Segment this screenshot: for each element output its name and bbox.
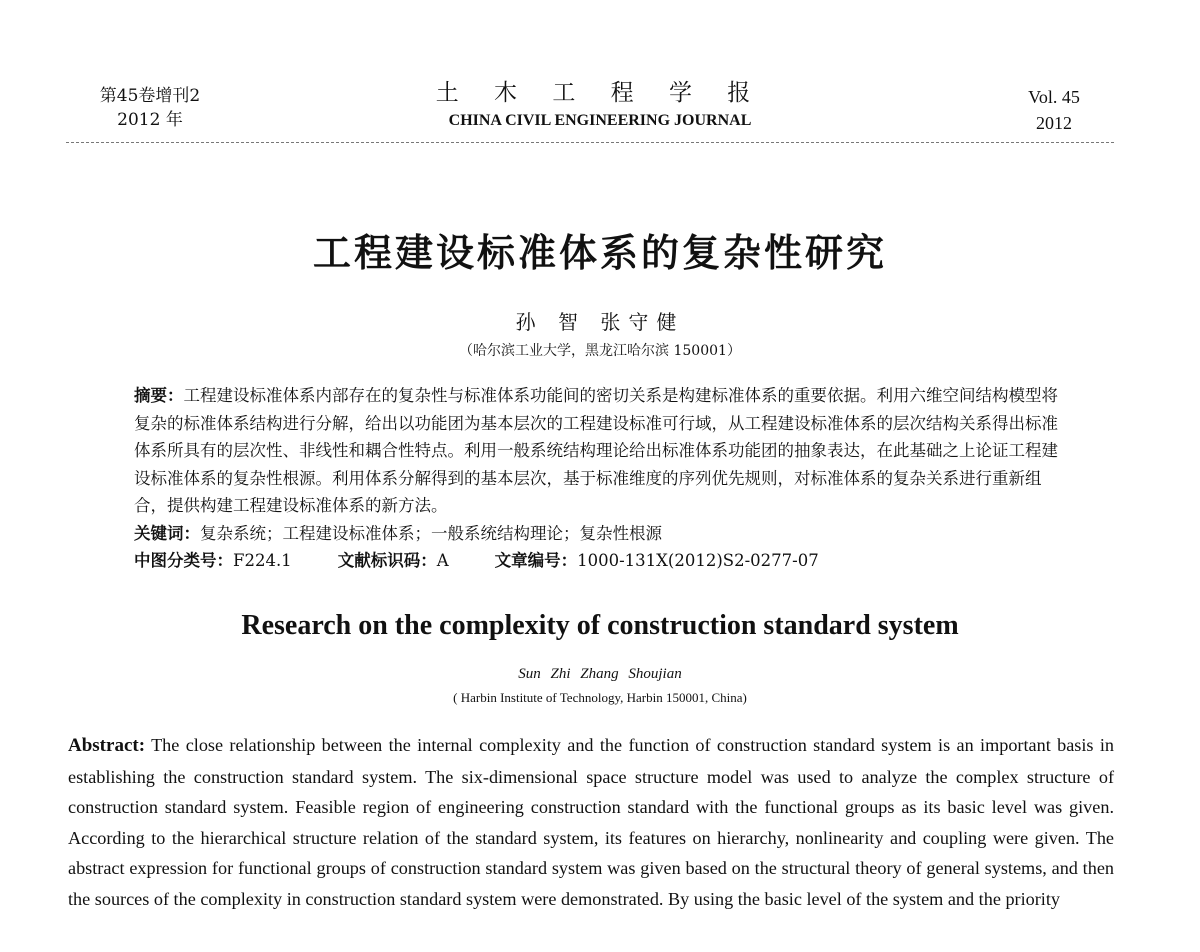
volume-en: Vol. 45 bbox=[1028, 87, 1080, 107]
doc-label: 文献标识码： bbox=[337, 551, 437, 570]
affiliation-cn: （哈尔滨工业大学，黑龙江哈尔滨 150001） bbox=[459, 343, 741, 359]
keywords-cn-label: 关键词： bbox=[134, 523, 200, 543]
abstract-en-text: The close relationship between the internal complexity and the function of construction standard system is an important basis in establishing the construction standard system. The six-dimensional space structure model was used to analyze the complex structure of construction standard system. Feasible region of engineering construction standard with the functional groups as its basic level was given. According to the hierarchical structure relation of the standard system, its features on hierarchy, nonlinearity and coupling were given. The abstract expression for functional groups of construction standard system was given based on the structural theory of general systems, and then the sources of the complexity in construction standard system were demonstrated. By using the basic level of the system and the priority bbox=[68, 735, 1114, 909]
header-volume-info-en bbox=[1014, 84, 1094, 136]
paper-title-cn: 工程建设标准体系的复杂性研究 bbox=[312, 231, 887, 275]
clc-value: F224.1 bbox=[233, 551, 292, 570]
doc-value: A bbox=[436, 551, 449, 570]
header-divider bbox=[66, 142, 1114, 143]
journal-name-cn: 土 木 工 程 学 报 bbox=[435, 80, 765, 106]
authors-en: Sun Zhi Zhang Shoujian bbox=[518, 666, 682, 682]
article-number bbox=[495, 547, 819, 575]
abstract-cn-label: 摘要： bbox=[134, 386, 184, 405]
abstract-cn-text: 工程建设标准体系内部存在的复杂性与标准体系功能间的密切关系是构建标准体系的重要依据。利用六维空间结构模型将复杂的标准体系结构进行分解，给出以功能团为基本层次的工程建设标准可行域，从工程建设标准体系的层次结构关系得出标准体系所具有的层次性、非线性和耦合性特点。利用一般系统结构理论给出标准体系功能团的抽象表达，在此基础之上论证工程建设标准体系的复杂性根源。利用体系分解得到的基本层次，基于标准维度的序列优先规则，对标准体系的复杂关系进行重新组合，提供构建工程建设标准体系的新方法。 bbox=[134, 386, 1058, 515]
authors-cn: 孙 智 张守健 bbox=[515, 310, 685, 334]
journal-name-en: CHINA CIVIL ENGINEERING JOURNAL bbox=[448, 112, 752, 129]
year-en: 2012 bbox=[1036, 113, 1072, 133]
article-value: 1000-131X(2012)S2-0277-07 bbox=[577, 551, 819, 570]
article-label: 文章编号： bbox=[494, 551, 578, 570]
paper-title-en: Research on the complexity of construction standard system bbox=[241, 610, 959, 641]
classification-row bbox=[134, 547, 1064, 575]
volume-cn: 第45卷增刊2 bbox=[99, 86, 201, 106]
journal-masthead bbox=[350, 78, 850, 132]
doc-code bbox=[338, 547, 449, 575]
abstract-cn bbox=[134, 382, 1064, 520]
abstract-en-label: Abstract: bbox=[68, 735, 146, 756]
clc-code bbox=[134, 547, 292, 575]
clc-label: 中图分类号： bbox=[134, 551, 233, 570]
abstract-cn-block bbox=[134, 382, 1064, 575]
affiliation-en: ( Harbin Institute of Technology, Harbin 150001, China) bbox=[453, 690, 747, 705]
keywords-cn bbox=[134, 520, 1064, 548]
year-cn: 2012 年 bbox=[117, 110, 183, 130]
abstract-en bbox=[68, 730, 1114, 914]
keywords-cn-text: 复杂系统；工程建设标准体系；一般系统结构理论；复杂性根源 bbox=[200, 523, 662, 543]
header-volume-info bbox=[90, 84, 210, 132]
